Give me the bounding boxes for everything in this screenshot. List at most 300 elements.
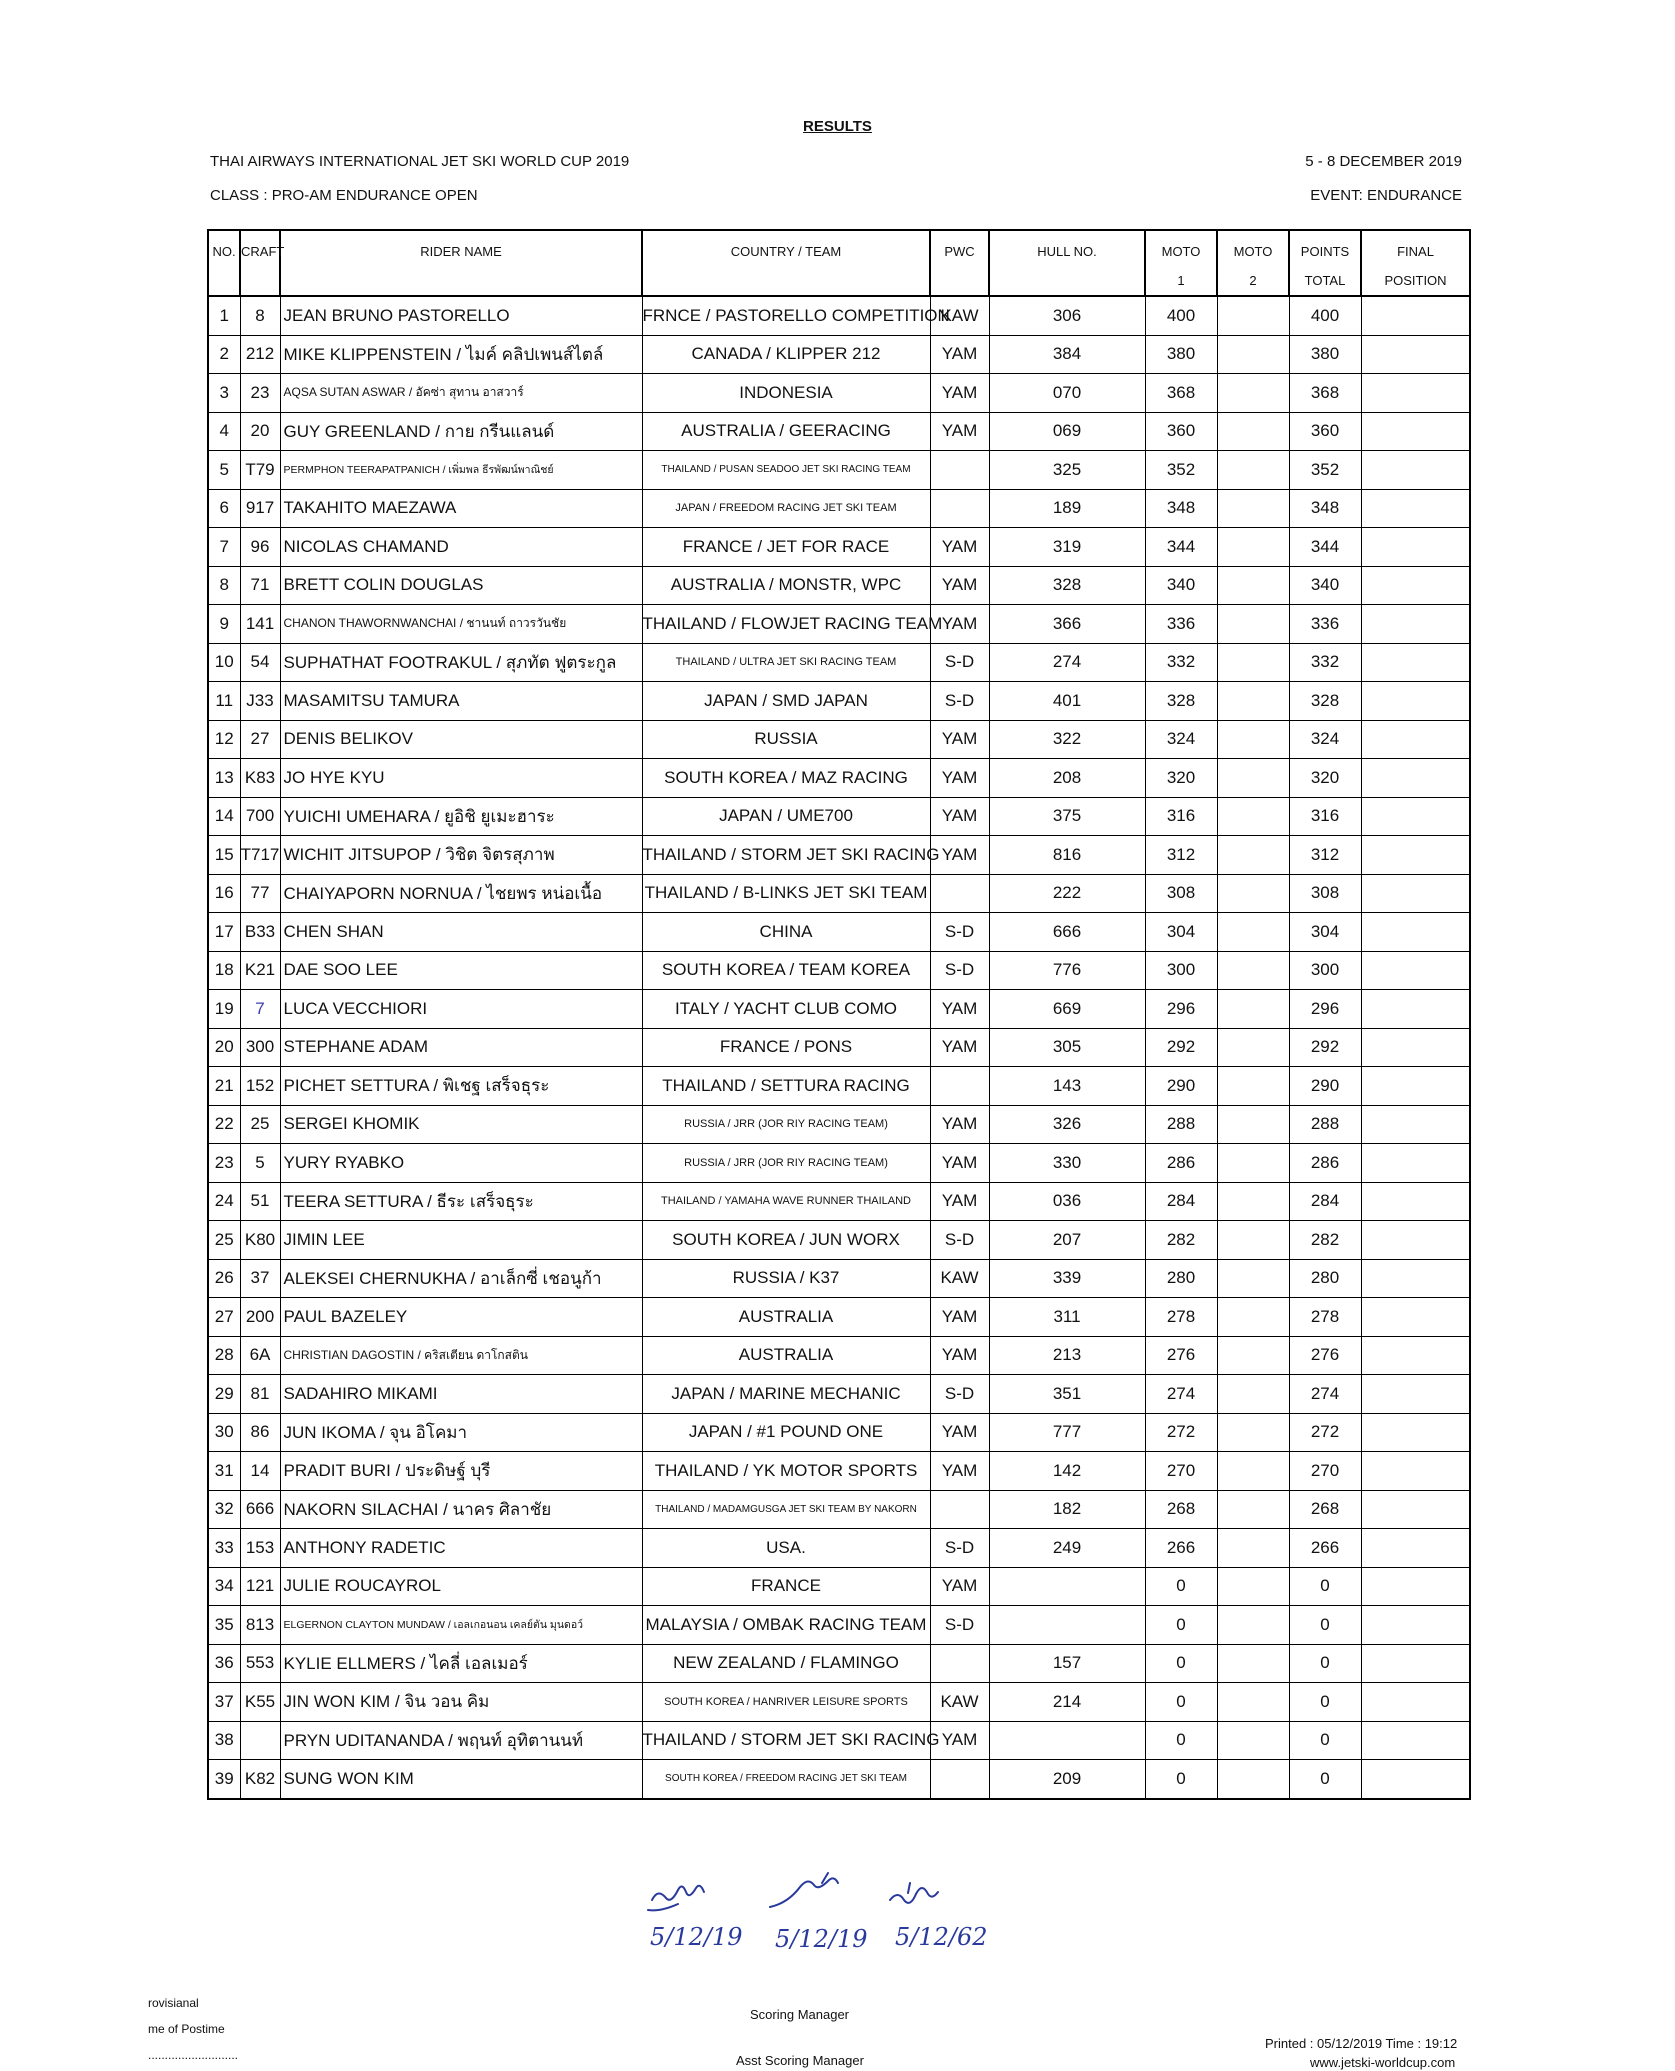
- cell-craft: 71: [240, 566, 280, 605]
- cell-pwc: YAM: [930, 335, 989, 374]
- cell-pwc: S-D: [930, 951, 989, 990]
- cell-no: 27: [208, 1298, 240, 1337]
- cell-moto1: 344: [1145, 528, 1217, 567]
- cell-country-team: THAILAND / YAMAHA WAVE RUNNER THAILAND: [642, 1182, 930, 1221]
- cell-no: 16: [208, 874, 240, 913]
- cell-country-team: THAILAND / SETTURA RACING: [642, 1067, 930, 1106]
- cell-moto1: 300: [1145, 951, 1217, 990]
- cell-points-total: 0: [1289, 1644, 1361, 1683]
- table-row: [208, 1644, 1470, 1683]
- cell-moto1: 296: [1145, 990, 1217, 1029]
- cell-moto2: [1217, 1182, 1289, 1221]
- cell-moto1: 324: [1145, 720, 1217, 759]
- cell-no: 3: [208, 374, 240, 413]
- cell-hull-no: 182: [989, 1490, 1145, 1529]
- cell-points-total: 344: [1289, 528, 1361, 567]
- cell-final-position: [1361, 451, 1470, 490]
- cell-final-position: [1361, 1452, 1470, 1491]
- table-row: [208, 1298, 1470, 1337]
- cell-rider-name: STEPHANE ADAM: [280, 1028, 642, 1067]
- table-row: [208, 1529, 1470, 1568]
- cell-craft: 917: [240, 489, 280, 528]
- cell-rider-name: JEAN BRUNO PASTORELLO: [280, 296, 642, 335]
- cell-craft: 96: [240, 528, 280, 567]
- cell-final-position: [1361, 566, 1470, 605]
- printed-timestamp: Printed : 05/12/2019 Time : 19:12: [1265, 2036, 1458, 2051]
- cell-no: 18: [208, 951, 240, 990]
- cell-no: 35: [208, 1606, 240, 1645]
- cell-no: 9: [208, 605, 240, 644]
- cell-moto2: [1217, 1336, 1289, 1375]
- cell-points-total: 368: [1289, 374, 1361, 413]
- cell-points-total: 320: [1289, 759, 1361, 798]
- cell-moto1: 0: [1145, 1683, 1217, 1722]
- cell-pwc: S-D: [930, 682, 989, 721]
- cell-hull-no: 816: [989, 836, 1145, 875]
- cell-points-total: 288: [1289, 1105, 1361, 1144]
- cell-no: 22: [208, 1105, 240, 1144]
- cell-hull-no: 213: [989, 1336, 1145, 1375]
- cell-country-team: CANADA / KLIPPER 212: [642, 335, 930, 374]
- signature-3: [890, 1883, 938, 1903]
- cell-no: 31: [208, 1452, 240, 1491]
- cell-points-total: 282: [1289, 1221, 1361, 1260]
- cell-rider-name: JIMIN LEE: [280, 1221, 642, 1260]
- cell-pwc: YAM: [930, 374, 989, 413]
- cell-hull-no: 249: [989, 1529, 1145, 1568]
- cell-final-position: [1361, 720, 1470, 759]
- cell-points-total: 360: [1289, 412, 1361, 451]
- cell-points-total: 0: [1289, 1606, 1361, 1645]
- cell-no: 26: [208, 1259, 240, 1298]
- cell-moto2: [1217, 1105, 1289, 1144]
- table-row: [208, 1683, 1470, 1722]
- cell-moto1: 320: [1145, 759, 1217, 798]
- cell-final-position: [1361, 1606, 1470, 1645]
- table-row: [208, 335, 1470, 374]
- cell-rider-name: MIKE KLIPPENSTEIN / ไมค์ คลิปเพนส์ไตล์: [280, 335, 642, 374]
- cell-country-team: RUSSIA / JRR (JOR RIY RACING TEAM): [642, 1144, 930, 1183]
- cell-country-team: FRANCE: [642, 1567, 930, 1606]
- table-row: [208, 1028, 1470, 1067]
- cell-moto2: [1217, 605, 1289, 644]
- cell-rider-name: NAKORN SILACHAI / นาคร ศิลาชัย: [280, 1490, 642, 1529]
- cell-country-team: JAPAN / #1 POUND ONE: [642, 1413, 930, 1452]
- cell-rider-name: SERGEI KHOMIK: [280, 1105, 642, 1144]
- cell-moto2: [1217, 990, 1289, 1029]
- signature-date-2: 5/12/19: [775, 1925, 868, 1953]
- table-row: [208, 1182, 1470, 1221]
- cell-points-total: 266: [1289, 1529, 1361, 1568]
- signature-1: [652, 1886, 704, 1900]
- asst-scoring-manager-label: Asst Scoring Manager: [736, 2053, 864, 2068]
- class-name: CLASS : PRO-AM ENDURANCE OPEN: [210, 187, 478, 204]
- cell-moto1: 0: [1145, 1644, 1217, 1683]
- page-title: RESULTS: [803, 118, 872, 135]
- cell-final-position: [1361, 1683, 1470, 1722]
- cell-rider-name: CHRISTIAN DAGOSTIN / คริสเตียน ดาโกสติน: [280, 1336, 642, 1375]
- cell-moto2: [1217, 1452, 1289, 1491]
- cell-moto1: 0: [1145, 1721, 1217, 1760]
- cell-craft: 77: [240, 874, 280, 913]
- cell-final-position: [1361, 489, 1470, 528]
- scoring-manager-label: Scoring Manager: [750, 2007, 849, 2022]
- cell-pwc: [930, 1644, 989, 1683]
- cell-moto1: 352: [1145, 451, 1217, 490]
- event-name: THAI AIRWAYS INTERNATIONAL JET SKI WORLD CUP 2019: [210, 153, 630, 170]
- cell-points-total: 300: [1289, 951, 1361, 990]
- cell-pwc: YAM: [930, 605, 989, 644]
- col-pwc: PWC: [930, 230, 989, 296]
- cell-rider-name: TAKAHITO MAEZAWA: [280, 489, 642, 528]
- col-no: NO.: [208, 230, 240, 296]
- cell-points-total: 0: [1289, 1721, 1361, 1760]
- cell-pwc: S-D: [930, 913, 989, 952]
- cell-country-team: AUSTRALIA / MONSTR, WPC: [642, 566, 930, 605]
- cell-craft: T79: [240, 451, 280, 490]
- cell-hull-no: 208: [989, 759, 1145, 798]
- cell-rider-name: SUPHATHAT FOOTRAKUL / สุภทัต ฟูตระกูล: [280, 643, 642, 682]
- cell-rider-name: CHANON THAWORNWANCHAI / ชานนท์ ถาวรวันชัย: [280, 605, 642, 644]
- cell-rider-name: YURY RYABKO: [280, 1144, 642, 1183]
- cell-country-team: JAPAN / FREEDOM RACING JET SKI TEAM: [642, 489, 930, 528]
- cell-rider-name: CHAIYAPORN NORNUA / ไชยพร หน่อเนื้อ: [280, 874, 642, 913]
- cell-country-team: THAILAND / STORM JET SKI RACING: [642, 1721, 930, 1760]
- cell-craft: B33: [240, 913, 280, 952]
- cell-country-team: SOUTH KOREA / TEAM KOREA: [642, 951, 930, 990]
- table-row: [208, 913, 1470, 952]
- cell-moto2: [1217, 1529, 1289, 1568]
- cell-moto2: [1217, 1606, 1289, 1645]
- cell-craft: K21: [240, 951, 280, 990]
- cell-rider-name: PRADIT BURI / ประดิษฐ์ บุรี: [280, 1452, 642, 1491]
- cell-moto2: [1217, 412, 1289, 451]
- table-row: [208, 1413, 1470, 1452]
- cell-country-team: THAILAND / YK MOTOR SPORTS: [642, 1452, 930, 1491]
- cell-points-total: 304: [1289, 913, 1361, 952]
- table-row: [208, 605, 1470, 644]
- cell-final-position: [1361, 412, 1470, 451]
- table-row: [208, 1221, 1470, 1260]
- cell-pwc: [930, 489, 989, 528]
- cell-hull-no: 330: [989, 1144, 1145, 1183]
- cell-points-total: 284: [1289, 1182, 1361, 1221]
- cell-moto1: 312: [1145, 836, 1217, 875]
- cell-country-team: FRANCE / PONS: [642, 1028, 930, 1067]
- cell-pwc: [930, 451, 989, 490]
- cell-hull-no: 366: [989, 605, 1145, 644]
- cell-craft: 14: [240, 1452, 280, 1491]
- cell-final-position: [1361, 913, 1470, 952]
- col-final-position: FINAL POSITION: [1361, 230, 1470, 296]
- cell-moto1: 292: [1145, 1028, 1217, 1067]
- table-row: [208, 489, 1470, 528]
- table-row: [208, 1760, 1470, 1799]
- cell-craft: 51: [240, 1182, 280, 1221]
- cell-rider-name: ANTHONY RADETIC: [280, 1529, 642, 1568]
- signature-2: [770, 1873, 838, 1907]
- cell-points-total: 274: [1289, 1375, 1361, 1414]
- provisional-label: rovisianal: [148, 1996, 199, 2010]
- cell-hull-no: 157: [989, 1644, 1145, 1683]
- cell-hull-no: 311: [989, 1298, 1145, 1337]
- cell-no: 19: [208, 990, 240, 1029]
- cell-moto1: 278: [1145, 1298, 1217, 1337]
- cell-final-position: [1361, 374, 1470, 413]
- table-row: [208, 1144, 1470, 1183]
- cell-moto2: [1217, 374, 1289, 413]
- col-country-team: COUNTRY / TEAM: [642, 230, 930, 296]
- cell-final-position: [1361, 643, 1470, 682]
- table-row: [208, 874, 1470, 913]
- table-row: [208, 682, 1470, 721]
- table-row: [208, 836, 1470, 875]
- cell-hull-no: 306: [989, 296, 1145, 335]
- cell-moto1: 0: [1145, 1606, 1217, 1645]
- cell-no: 21: [208, 1067, 240, 1106]
- cell-rider-name: LUCA VECCHIORI: [280, 990, 642, 1029]
- cell-moto2: [1217, 1144, 1289, 1183]
- cell-country-team: AUSTRALIA: [642, 1298, 930, 1337]
- cell-no: 34: [208, 1567, 240, 1606]
- cell-final-position: [1361, 1221, 1470, 1260]
- cell-no: 13: [208, 759, 240, 798]
- cell-points-total: 400: [1289, 296, 1361, 335]
- cell-country-team: THAILAND / B-LINKS JET SKI TEAM: [642, 874, 930, 913]
- cell-craft: 152: [240, 1067, 280, 1106]
- cell-craft: T717: [240, 836, 280, 875]
- cell-rider-name: DENIS BELIKOV: [280, 720, 642, 759]
- cell-rider-name: JO HYE KYU: [280, 759, 642, 798]
- cell-moto2: [1217, 566, 1289, 605]
- cell-country-team: JAPAN / MARINE MECHANIC: [642, 1375, 930, 1414]
- cell-hull-no: 384: [989, 335, 1145, 374]
- cell-moto2: [1217, 1221, 1289, 1260]
- cell-country-team: THAILAND / PUSAN SEADOO JET SKI RACING TEAM: [642, 451, 930, 490]
- cell-moto2: [1217, 1028, 1289, 1067]
- cell-hull-no: 777: [989, 1413, 1145, 1452]
- cell-craft: J33: [240, 682, 280, 721]
- cell-points-total: 292: [1289, 1028, 1361, 1067]
- cell-pwc: YAM: [930, 1452, 989, 1491]
- cell-craft: 700: [240, 797, 280, 836]
- event-type: EVENT: ENDURANCE: [1310, 187, 1462, 204]
- cell-points-total: 352: [1289, 451, 1361, 490]
- cell-craft: 54: [240, 643, 280, 682]
- cell-no: 20: [208, 1028, 240, 1067]
- cell-moto1: 328: [1145, 682, 1217, 721]
- cell-pwc: YAM: [930, 1721, 989, 1760]
- cell-pwc: YAM: [930, 1336, 989, 1375]
- cell-rider-name: PERMPHON TEERAPATPANICH / เพิ่มพล ธีรพัฒน์พาณิชย์: [280, 451, 642, 490]
- cell-country-team: SOUTH KOREA / FREEDOM RACING JET SKI TEAM: [642, 1760, 930, 1799]
- cell-no: 11: [208, 682, 240, 721]
- event-date: 5 - 8 DECEMBER 2019: [1305, 153, 1462, 170]
- cell-points-total: 0: [1289, 1760, 1361, 1799]
- cell-hull-no: 069: [989, 412, 1145, 451]
- table-row: [208, 1567, 1470, 1606]
- cell-pwc: YAM: [930, 720, 989, 759]
- cell-no: 1: [208, 296, 240, 335]
- cell-moto1: 400: [1145, 296, 1217, 335]
- cell-pwc: KAW: [930, 1683, 989, 1722]
- cell-craft: K83: [240, 759, 280, 798]
- cell-no: 24: [208, 1182, 240, 1221]
- cell-points-total: 332: [1289, 643, 1361, 682]
- cell-final-position: [1361, 990, 1470, 1029]
- cell-final-position: [1361, 759, 1470, 798]
- cell-no: 32: [208, 1490, 240, 1529]
- cell-country-team: INDONESIA: [642, 374, 930, 413]
- cell-pwc: YAM: [930, 797, 989, 836]
- cell-moto2: [1217, 1298, 1289, 1337]
- cell-moto2: [1217, 1413, 1289, 1452]
- cell-country-team: JAPAN / SMD JAPAN: [642, 682, 930, 721]
- cell-points-total: 0: [1289, 1567, 1361, 1606]
- cell-hull-no: 207: [989, 1221, 1145, 1260]
- cell-pwc: YAM: [930, 990, 989, 1029]
- cell-craft: [240, 1721, 280, 1760]
- cell-no: 28: [208, 1336, 240, 1375]
- cell-final-position: [1361, 682, 1470, 721]
- col-moto1: MOTO 1: [1145, 230, 1217, 296]
- table-row: [208, 296, 1470, 335]
- cell-no: 33: [208, 1529, 240, 1568]
- cell-moto1: 304: [1145, 913, 1217, 952]
- cell-craft: 81: [240, 1375, 280, 1414]
- cell-points-total: 276: [1289, 1336, 1361, 1375]
- cell-moto1: 336: [1145, 605, 1217, 644]
- cell-moto2: [1217, 528, 1289, 567]
- cell-hull-no: 214: [989, 1683, 1145, 1722]
- cell-craft: 300: [240, 1028, 280, 1067]
- table-row: [208, 951, 1470, 990]
- cell-final-position: [1361, 1760, 1470, 1799]
- cell-final-position: [1361, 874, 1470, 913]
- cell-final-position: [1361, 951, 1470, 990]
- cell-points-total: 312: [1289, 836, 1361, 875]
- cell-no: 15: [208, 836, 240, 875]
- cell-moto2: [1217, 682, 1289, 721]
- cell-rider-name: CHEN SHAN: [280, 913, 642, 952]
- cell-pwc: YAM: [930, 1567, 989, 1606]
- cell-moto2: [1217, 874, 1289, 913]
- table-row: [208, 1452, 1470, 1491]
- cell-country-team: FRNCE / PASTORELLO COMPETITION: [642, 296, 930, 335]
- cell-country-team: CHINA: [642, 913, 930, 952]
- cell-hull-no: 351: [989, 1375, 1145, 1414]
- cell-hull-no: 142: [989, 1452, 1145, 1491]
- cell-no: 30: [208, 1413, 240, 1452]
- cell-points-total: 324: [1289, 720, 1361, 759]
- cell-moto1: 308: [1145, 874, 1217, 913]
- col-hull-no: HULL NO.: [989, 230, 1145, 296]
- cell-pwc: S-D: [930, 1606, 989, 1645]
- cell-points-total: 316: [1289, 797, 1361, 836]
- cell-country-team: RUSSIA: [642, 720, 930, 759]
- cell-no: 5: [208, 451, 240, 490]
- cell-moto1: 280: [1145, 1259, 1217, 1298]
- cell-craft: 666: [240, 1490, 280, 1529]
- cell-no: 10: [208, 643, 240, 682]
- table-row: [208, 566, 1470, 605]
- cell-points-total: 348: [1289, 489, 1361, 528]
- cell-rider-name: YUICHI UMEHARA / ยูอิชิ ยูเมะฮาระ: [280, 797, 642, 836]
- table-row: [208, 528, 1470, 567]
- cell-rider-name: JUN IKOMA / จุน อิโคมา: [280, 1413, 642, 1452]
- cell-hull-no: [989, 1567, 1145, 1606]
- table-row: [208, 1606, 1470, 1645]
- cell-moto1: 284: [1145, 1182, 1217, 1221]
- cell-moto1: 332: [1145, 643, 1217, 682]
- cell-moto1: 0: [1145, 1760, 1217, 1799]
- cell-moto2: [1217, 335, 1289, 374]
- cell-final-position: [1361, 1259, 1470, 1298]
- cell-pwc: YAM: [930, 1298, 989, 1337]
- cell-hull-no: 375: [989, 797, 1145, 836]
- cell-hull-no: [989, 1721, 1145, 1760]
- cell-moto2: [1217, 720, 1289, 759]
- website-link[interactable]: www.jetski-worldcup.com: [1310, 2055, 1456, 2070]
- signatures: [640, 1855, 1020, 1955]
- cell-moto1: 290: [1145, 1067, 1217, 1106]
- cell-craft: K55: [240, 1683, 280, 1722]
- cell-points-total: 336: [1289, 605, 1361, 644]
- cell-rider-name: KYLIE ELLMERS / ไคลี่ เอลเมอร์: [280, 1644, 642, 1683]
- cell-rider-name: ELGERNON CLAYTON MUNDAW / เอลเกอนอน เคลย์ตัน มุนดอว์: [280, 1606, 642, 1645]
- signature-date-3: 5/12/62: [895, 1923, 988, 1951]
- cell-rider-name: PICHET SETTURA / พิเชฐ เสร็จธุระ: [280, 1067, 642, 1106]
- cell-final-position: [1361, 1375, 1470, 1414]
- table-row: [208, 720, 1470, 759]
- cell-no: 8: [208, 566, 240, 605]
- cell-moto1: 276: [1145, 1336, 1217, 1375]
- cell-rider-name: JIN WON KIM / จิน วอน คิม: [280, 1683, 642, 1722]
- cell-moto2: [1217, 451, 1289, 490]
- cell-pwc: YAM: [930, 1028, 989, 1067]
- cell-no: 14: [208, 797, 240, 836]
- cell-rider-name: DAE SOO LEE: [280, 951, 642, 990]
- cell-final-position: [1361, 1490, 1470, 1529]
- cell-moto1: 270: [1145, 1452, 1217, 1491]
- cell-hull-no: 222: [989, 874, 1145, 913]
- cell-moto1: 272: [1145, 1413, 1217, 1452]
- cell-craft: 8: [240, 296, 280, 335]
- cell-pwc: YAM: [930, 1144, 989, 1183]
- table-header-row: [208, 230, 1470, 296]
- cell-craft: 5: [240, 1144, 280, 1183]
- cell-no: 29: [208, 1375, 240, 1414]
- cell-hull-no: 326: [989, 1105, 1145, 1144]
- cell-country-team: SOUTH KOREA / MAZ RACING: [642, 759, 930, 798]
- cell-rider-name: NICOLAS CHAMAND: [280, 528, 642, 567]
- cell-points-total: 296: [1289, 990, 1361, 1029]
- results-table: [207, 229, 1471, 1800]
- cell-craft: 23: [240, 374, 280, 413]
- cell-points-total: 308: [1289, 874, 1361, 913]
- cell-final-position: [1361, 1336, 1470, 1375]
- cell-craft: 212: [240, 335, 280, 374]
- cell-final-position: [1361, 1529, 1470, 1568]
- cell-country-team: NEW ZEALAND / FLAMINGO: [642, 1644, 930, 1683]
- cell-country-team: THAILAND / FLOWJET RACING TEAM: [642, 605, 930, 644]
- cell-hull-no: 305: [989, 1028, 1145, 1067]
- cell-craft: 141: [240, 605, 280, 644]
- cell-hull-no: 666: [989, 913, 1145, 952]
- cell-hull-no: 070: [989, 374, 1145, 413]
- cell-moto2: [1217, 1683, 1289, 1722]
- cell-points-total: 290: [1289, 1067, 1361, 1106]
